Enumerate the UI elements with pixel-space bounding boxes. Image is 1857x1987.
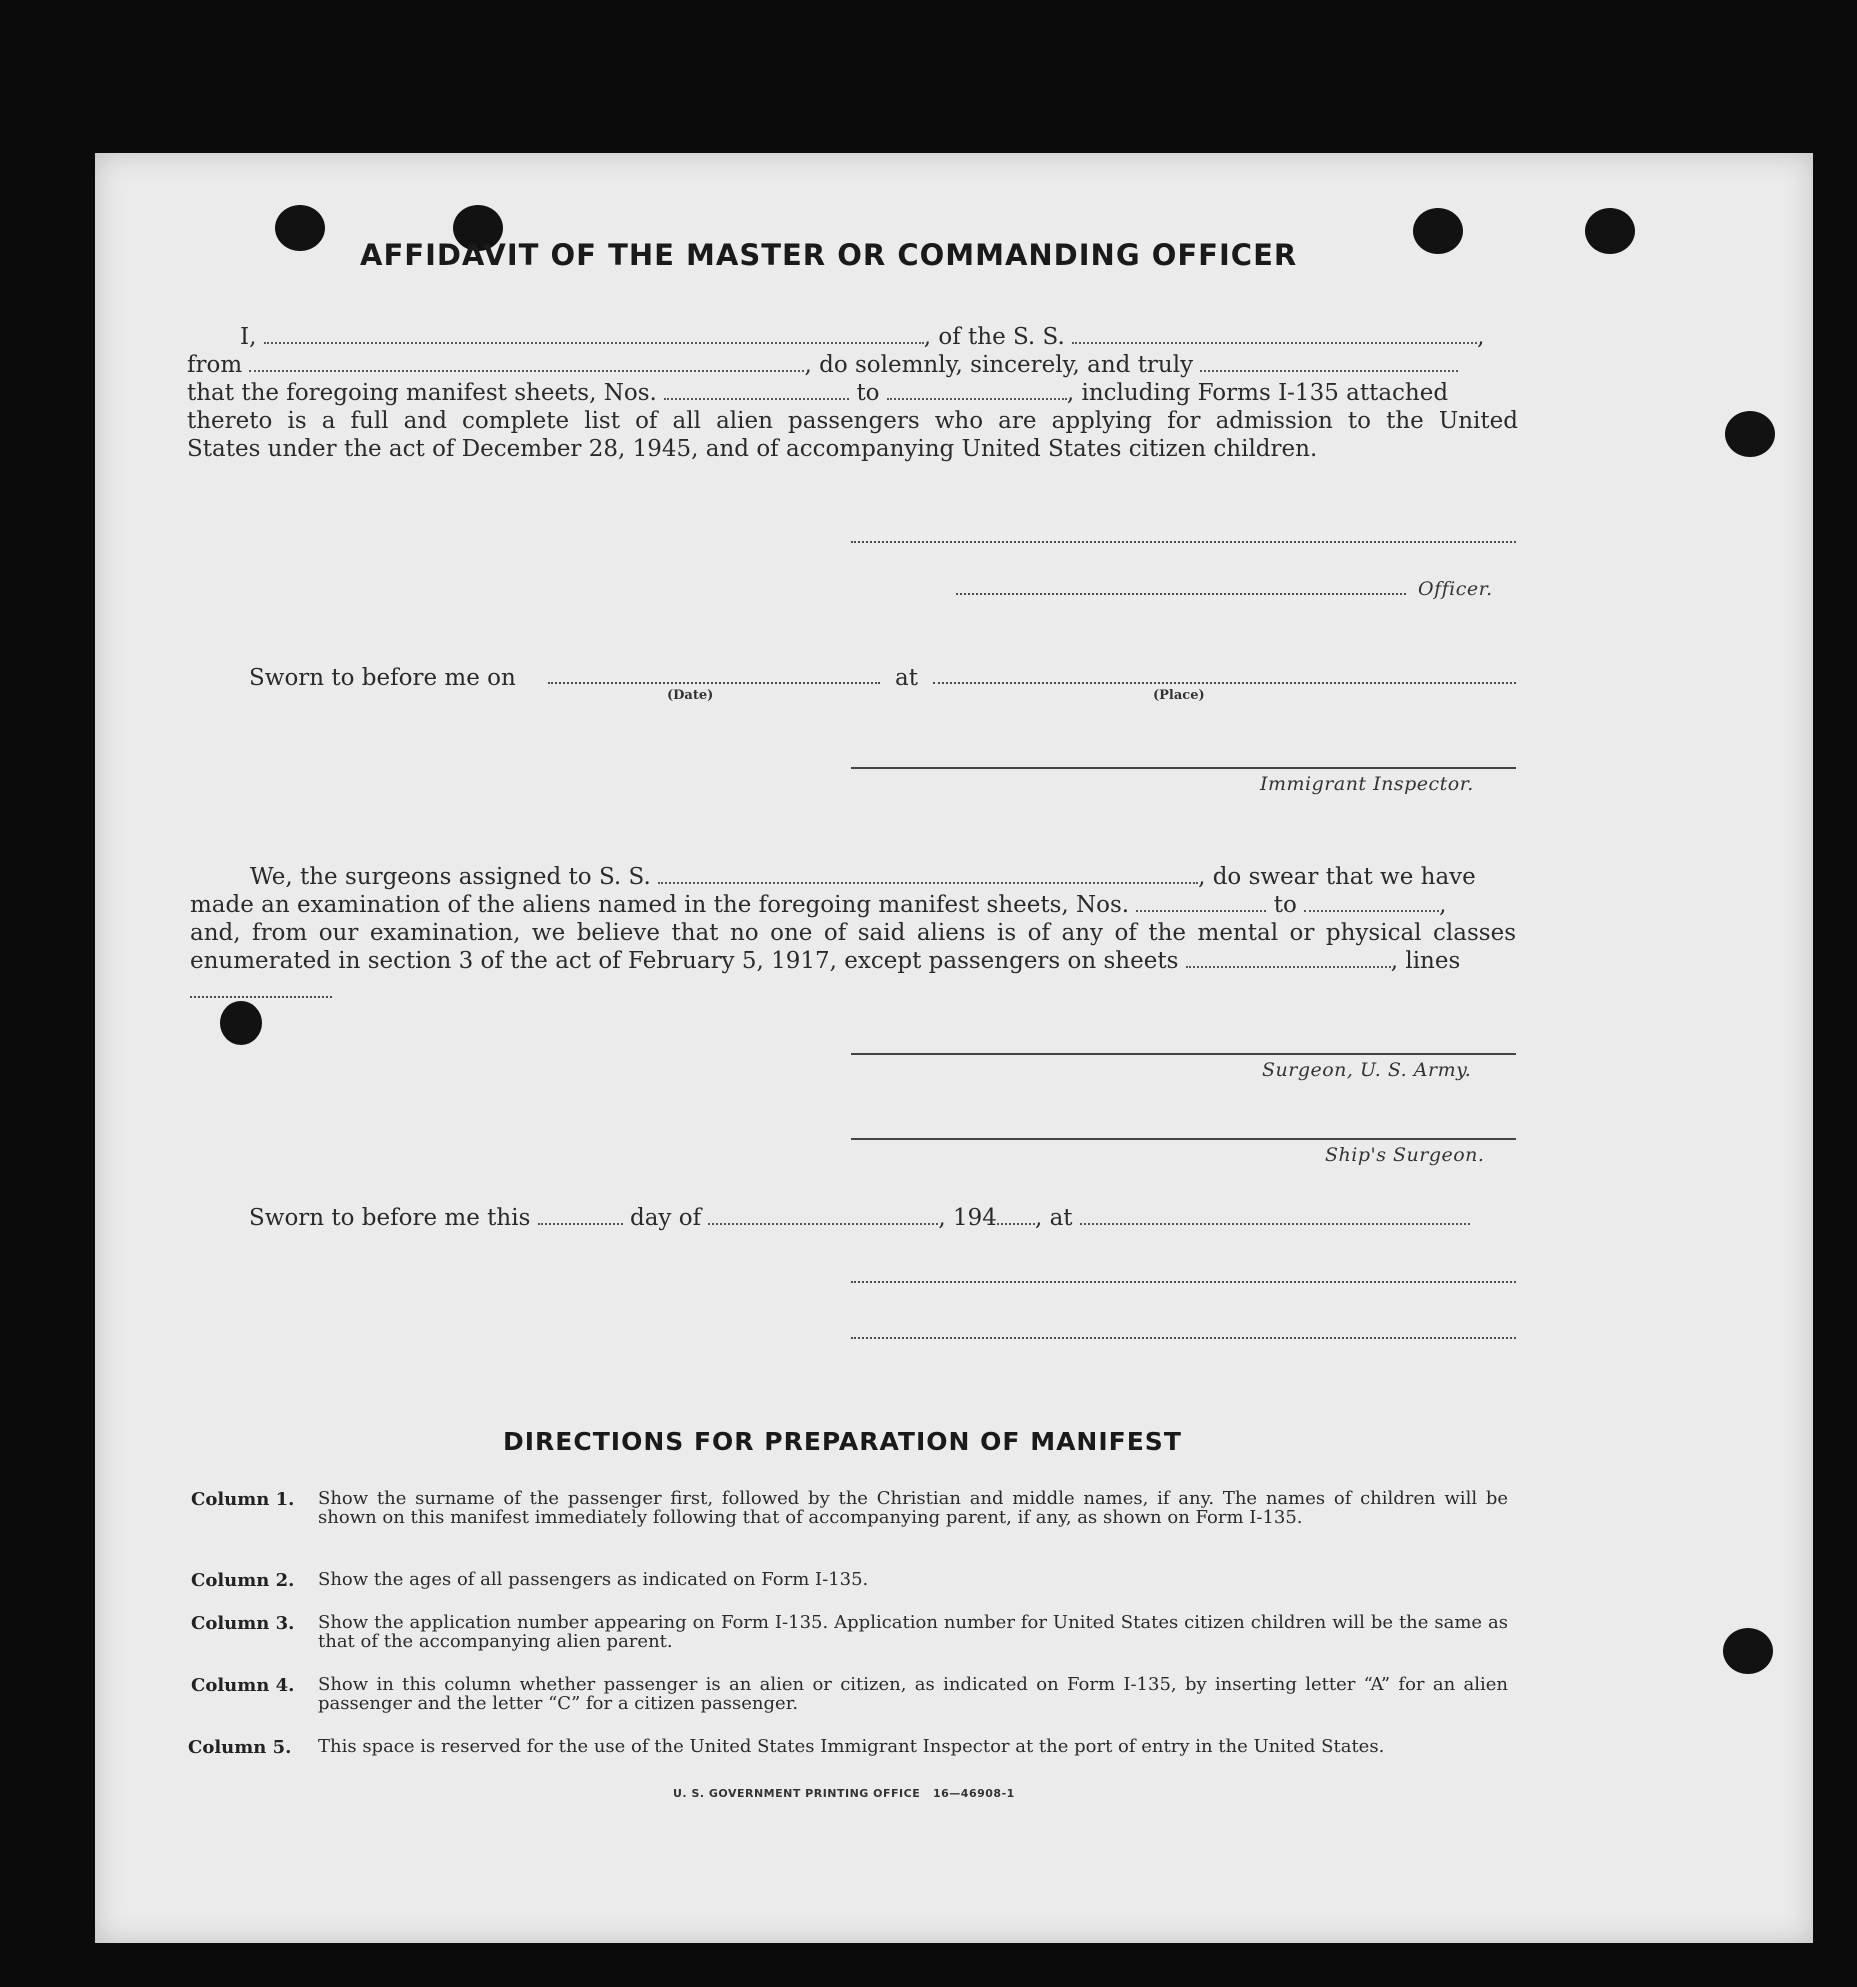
inspector-label: Immigrant Inspector. xyxy=(1260,773,1474,795)
affidavit-line-2: from , do solemnly, sincerely, and truly xyxy=(187,351,1458,379)
direction-label: Column 5. xyxy=(188,1737,292,1758)
sworn-day-field[interactable] xyxy=(538,1222,623,1225)
sworn-this-line: Sworn to before me this day of , 194 , at xyxy=(249,1204,1470,1232)
direction-label: Column 4. xyxy=(191,1675,295,1696)
direction-label: Column 3. xyxy=(191,1613,295,1634)
form-page xyxy=(95,153,1813,1943)
surgeons-line-4: enumerated in section 3 of the act of February 5, 1917, except passengers on sheets , lines xyxy=(190,948,1461,974)
surgeons-line-2: made an examination of the aliens named in the foregoing manifest sheets, Nos. to , xyxy=(190,892,1447,918)
direction-text: Show in this column whether passenger is an alien or citizen, as indicated on Form I-135, by inserting letter “A” for an alien passenger and the letter “C” for a citizen passenger. xyxy=(318,1674,1508,1714)
affidavit-line-4: thereto is a full and complete list of all alien passengers who are applying for admission to the United xyxy=(187,408,1518,434)
sheet-from-field[interactable] xyxy=(664,397,849,400)
direction-text: Show the application number appearing on Form I-135. Application number for United States citizen children will be the same as that of the accompanying alien parent. xyxy=(318,1612,1508,1652)
army-surgeon-signature-line[interactable] xyxy=(851,1053,1516,1055)
ship-name-field[interactable] xyxy=(1072,341,1477,344)
surgeon-ship-field[interactable] xyxy=(658,881,1198,884)
direction-text: Show the ages of all passengers as indicated on Form I-135. xyxy=(318,1569,869,1590)
lines-field[interactable] xyxy=(190,996,332,998)
affidavit-title: AFFIDAVIT OF THE MASTER OR COMMANDING OFFICER xyxy=(360,238,1298,272)
army-surgeon-label: Surgeon, U. S. Army. xyxy=(1262,1059,1472,1081)
ink-blot xyxy=(220,1001,262,1045)
date-label: (Date) xyxy=(667,688,714,703)
ships-surgeon-signature-line[interactable] xyxy=(851,1138,1516,1140)
oath-blank[interactable] xyxy=(1200,369,1458,372)
signature-line-b[interactable] xyxy=(851,1337,1516,1339)
punch-hole xyxy=(1585,208,1635,254)
punch-hole xyxy=(1413,208,1463,254)
sheet-to-field[interactable] xyxy=(887,397,1067,400)
officer-label: Officer. xyxy=(1418,578,1493,600)
punch-hole xyxy=(1725,411,1775,457)
place-label: (Place) xyxy=(1153,688,1205,703)
punch-hole xyxy=(275,205,325,251)
printer-imprint: U. S. GOVERNMENT PRINTING OFFICE xyxy=(673,1787,921,1800)
officer-signature-line[interactable] xyxy=(851,541,1516,543)
except-sheets-field[interactable] xyxy=(1186,965,1391,968)
form-code: 16—46908-1 xyxy=(933,1787,1015,1800)
officer-title-line[interactable] xyxy=(956,593,1406,595)
sworn-year-field[interactable] xyxy=(997,1222,1035,1225)
port-from-field[interactable] xyxy=(249,369,804,372)
surgeons-line-3: and, from our examination, we believe that no one of said aliens is of any of the mental or physical classes xyxy=(190,920,1516,946)
directions-title: DIRECTIONS FOR PREPARATION OF MANIFEST xyxy=(503,1427,1182,1456)
inspector-signature-line[interactable] xyxy=(851,767,1516,769)
direction-text: Show the surname of the passenger first, followed by the Christian and middle names, if any. The names of children will be shown on this manifest immediately following that of accompanying parent, if any, as shown on Form I-135. xyxy=(318,1488,1508,1528)
surgeon-sheet-to-field[interactable] xyxy=(1304,909,1439,912)
affidavit-line-1: I, , of the S. S. , xyxy=(240,324,1485,350)
surgeons-line-1: We, the surgeons assigned to S. S. , do swear that we have xyxy=(250,864,1476,890)
affidavit-line-5: States under the act of December 28, 1945, and of accompanying United States citizen children. xyxy=(187,436,1318,462)
sworn-month-field[interactable] xyxy=(708,1222,938,1225)
master-name-field[interactable] xyxy=(264,341,924,344)
sworn-place-field[interactable] xyxy=(933,682,1516,684)
text-i: I, xyxy=(240,324,257,350)
signature-line-a[interactable] xyxy=(851,1281,1516,1283)
direction-text: This space is reserved for the use of the United States Immigrant Inspector at the port of entry in the United States. xyxy=(318,1736,1385,1757)
affidavit-line-3: that the foregoing manifest sheets, Nos. to , including Forms I-135 attached xyxy=(187,380,1449,406)
sworn-at-text: at xyxy=(895,665,918,691)
direction-label: Column 2. xyxy=(191,1570,295,1591)
sworn-date-field[interactable] xyxy=(548,682,880,684)
sworn-at-field[interactable] xyxy=(1080,1222,1470,1225)
ships-surgeon-label: Ship's Surgeon. xyxy=(1325,1144,1485,1166)
sworn-on-text: Sworn to before me on xyxy=(249,665,516,691)
text-of-the-ss: , of the S. S. xyxy=(923,324,1065,350)
direction-label: Column 1. xyxy=(191,1489,295,1510)
punch-hole xyxy=(1723,1628,1773,1674)
surgeon-sheet-from-field[interactable] xyxy=(1136,909,1266,912)
